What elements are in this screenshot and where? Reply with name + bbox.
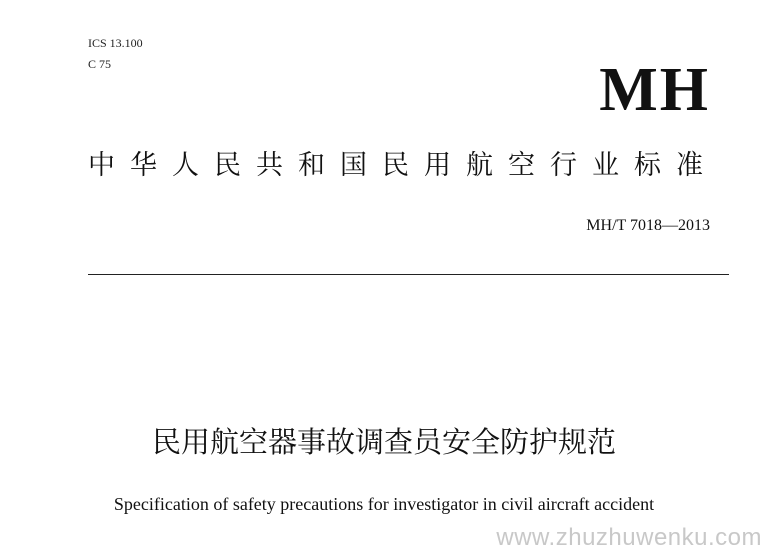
brand-mark: MH [599,56,710,124]
document-title-cn: 民用航空器事故调查员安全防护规范 [151,425,616,459]
ccs-code: C 75 [88,57,112,71]
watermark: www.zhuzhuwenku.com [496,524,762,551]
document-title-en: Specification of safety precautions for investigator in civil aircraft accident [113,494,655,514]
header-divider [88,274,729,275]
standard-number: MH/T 7018—2013 [586,217,710,234]
ics-code: ICS 13.100 [88,36,143,50]
issuer-title: 中华人民共和国民用航空行业标准 [88,150,718,181]
classification-codes [88,33,143,75]
